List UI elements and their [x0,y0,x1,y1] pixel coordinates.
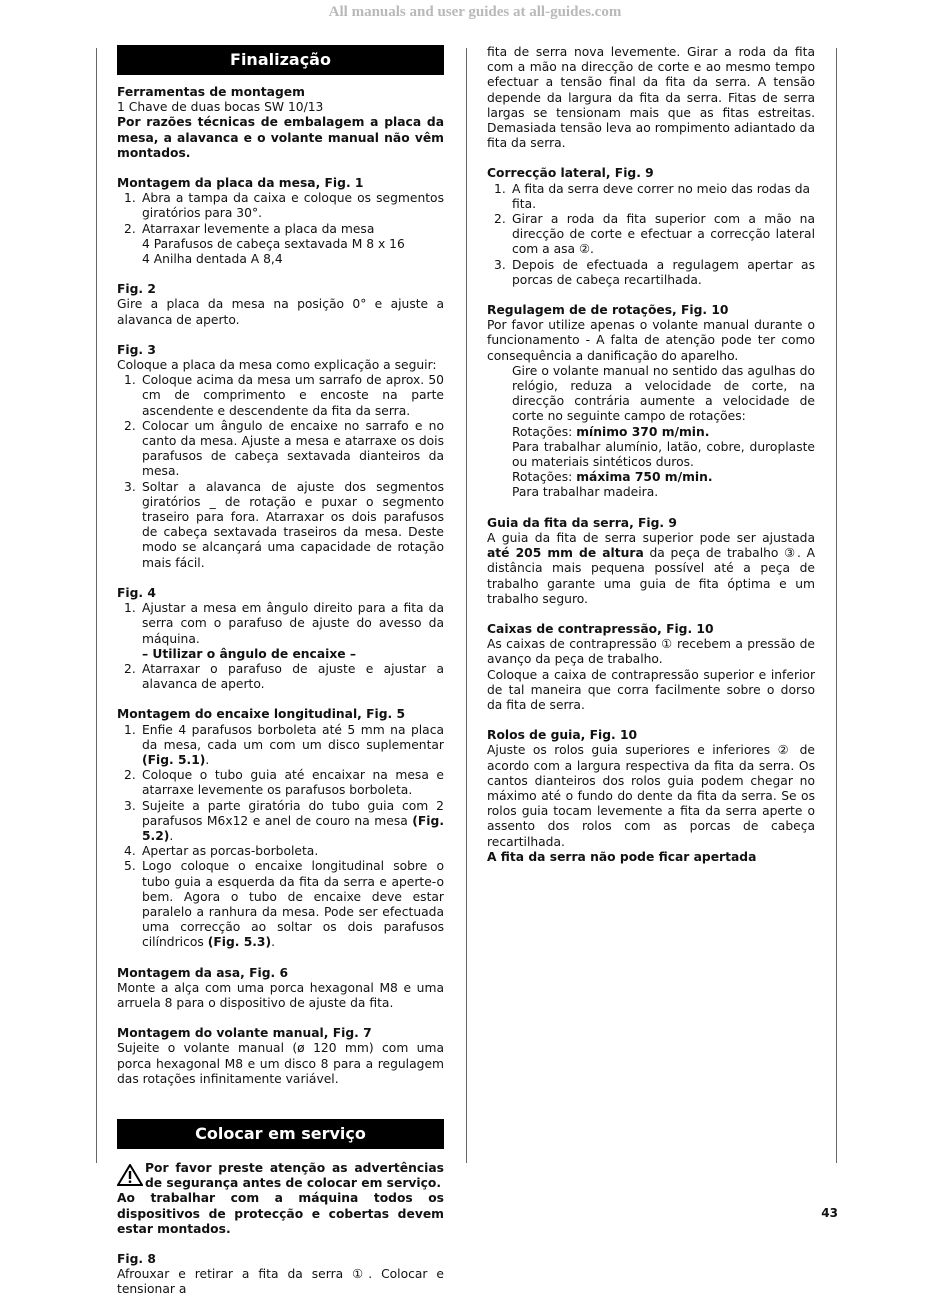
column-rule-left [96,48,97,1163]
right-column [487,45,815,865]
speed-instructions: Gire o volante manual no sentido das agulhas do relógio, reduza a velocidade de corte, na direcção contrária aumente a velocidade de corte no seguinte campo de rotações: Rotações: mínimo 370 m/min. Para trabalhar alumínio, latão, cobre, duroplaste ou materiais sintéticos duros. Rotações: máxima 750 m/min. Para trabalhar madeira. [512,363,815,500]
fig8-continuation: fita de serra nova levemente. Girar a roda da fita com a mão na direcção de corte e ao mesmo tempo efectuar a tensão final da fita da serra. A tensão depende da largura da fita da serra. Fitas de serra largas se tensionam mais que as fitas estreitas. Demasiada tensão leva ao rompimento adiantado da fita da serra. [487,45,815,151]
list-item: 4. Apertar as porcas-borboleta. [124,844,319,859]
list-item: 3. Depois de efectuada a regulagem apertar as porcas de cabeça recartilhada. [494,257,815,287]
fig4-heading: Fig. 4 [117,585,156,600]
list-item: 3. Sujeite a parte giratória do tubo guia com 2 parafusos M6x12 e anel de couro na mesa (Fig. 5.2). [124,798,444,843]
list-item: 2. Atarraxar levemente a placa da mesa 4 Parafusos de cabeça sextavada M 8 x 16 4 Anilha dentada A 8,4 [124,221,405,267]
list-item: 1. Abra a tampa da caixa e coloque os segmentos giratórios para 30°. [124,191,444,221]
counterpressure-heading: Caixas de contrapressão, Fig. 10 [487,621,714,636]
tools-note: Por razões técnicas de embalagem a placa da mesa, a alavanca e o volante manual não vêm montados. [117,115,444,160]
list-item: 1. Enfie 4 parafusos borboleta até 5 mm na placa da mesa, cada um com um disco suplementar (Fig. 5.1). [124,722,444,767]
speed-min: Rotações: mínimo 370 m/min. [512,424,710,439]
left-column [117,45,444,1298]
list-item: 3. Soltar a alavanca de ajuste dos segmentos giratórios _ de rotação e puxar o segmento traseiro para fora. Atarraxar os dois parafusos de cabeça sextavada traseiros da mesa. Deste modo se alcançará uma capacidade de rotação mais fácil. [124,479,444,570]
list-item: 1. A fita da serra deve correr no meio das rodas da fita. [494,181,811,211]
fig9-heading: Correcção lateral, Fig. 9 [487,166,654,181]
list-item: 1. Ajustar a mesa em ângulo direito para a fita da serra com o parafuso de ajuste do avesso da máquina. – Utilizar o ângulo de encaixe – [124,601,444,661]
rollers-warning: A fita da serra não pode ficar apertada [487,849,757,864]
rollers-heading: Rolos de guia, Fig. 10 [487,728,638,743]
guide-heading: Guia da fita da serra, Fig. 9 [487,515,677,530]
safety-warning-2: Ao trabalhar com a máquina todos os dispositivos de protecção e cobertas devem estar montados. [117,1191,444,1236]
fig2-heading: Fig. 2 [117,282,156,297]
fig2-text: Gire a placa da mesa na posição 0° e ajuste a alavanca de aperto. [117,297,444,327]
fig5-list [117,723,444,951]
safety-warning: Por favor preste atenção as advertências de segurança antes de colocar em serviço. [117,1161,444,1191]
counterpressure-text-2: Coloque a caixa de contrapressão superior e inferior de tal maneira que corra facilmente sobre o dorso da fita de serra. [487,667,815,712]
fig3-intro: Coloque a placa da mesa como explicação a seguir: [117,358,437,373]
fig1-heading: Montagem da placa da mesa, Fig. 1 [117,176,364,191]
fig10-speed-heading: Regulagem de de rotações, Fig. 10 [487,303,729,318]
list-item: 2. Atarraxar o parafuso de ajuste e ajustar a alavanca de aperto. [124,661,444,692]
fig8-heading: Fig. 8 [117,1252,156,1266]
fig3-heading: Fig. 3 [117,342,156,357]
speed-max: Rotações: máxima 750 m/min. [512,470,713,485]
page-number: 43 [821,1206,838,1220]
column-rule-right [836,48,837,1163]
guide-text: A guia da fita de serra superior pode ser ajustada até 205 mm de altura da peça de trabalho ③. A distância mais pequena possível até a peça de trabalho garante uma guia de fita óptima e um trabalho seguro. [487,530,815,606]
fig10-speed-text: Por favor utilize apenas o volante manual durante o funcionamento - A falta de atenção pode ter como consequência a danificação do aparelho. [487,318,815,363]
rollers-text: Ajuste os rolos guia superiores e inferiores ② de acordo com a largura respectiva da fita da serra. Os cantos dianteiros dos rolos guia podem chegar no máximo até o fundo do dente da fita da serra. Se os rolos guia tocam levemente a fita da serra aperte o assento dos rolos com as porcas de cabeça recartilhada. [487,743,815,849]
list-item: 2. Girar a roda da fita superior com a mão na direcção de corte e efectuar a correcção lateral com a asa ②. [494,212,815,257]
fig8-text: Afrouxar e retirar a fita da serra ①. Colocar e tensionar a [117,1267,444,1297]
column-rule-middle [466,48,467,1163]
counterpressure-text-1: As caixas de contrapressão ① recebem a pressão de avanço da peça de trabalho. [487,637,815,667]
fig6-text: Monte a alça com uma porca hexagonal M8 e uma arruela 8 para o dispositivo de ajuste da fita. [117,980,444,1010]
fig7-heading: Montagem do volante manual, Fig. 7 [117,1026,372,1041]
list-item: 1. Coloque acima da mesa um sarrafo de aprox. 50 cm de comprimento e encoste na parte ascendente e descendente da fita da serra. [124,373,444,418]
fig9-list [487,182,815,288]
tools-line: 1 Chave de duas bocas SW 10/13 [117,100,324,115]
list-item: 2. Colocar um ângulo de encaixe no sarrafo e no canto da mesa. Ajuste a mesa e atarraxe os dois parafusos de cabeça sextavada dianteiros da mesa. [124,418,444,479]
warning-triangle-icon [117,1164,143,1186]
fig1-list [117,191,444,267]
list-item: 5. Logo coloque o encaixe longitudinal sobre o tubo guia a esquerda da fita da serra e aperte-o bem. Agora o tubo de encaixe deve estar paralelo a ranhura da mesa. Pode ser efectuada uma correcção ao soltar os dois parafusos cilíndricos (Fig. 5.3). [124,859,444,950]
watermark: All manuals and user guides at all-guides.com [328,4,622,20]
fig7-text: Sujeite o volante manual (ø 120 mm) com uma porca hexagonal M8 e um disco 8 para a regulagem das rotações infinitamente variável. [117,1041,444,1086]
tools-heading: Ferramentas de montagem [117,85,305,99]
section-title-finalizacao: Finalização [117,45,444,75]
fig5-heading: Montagem do encaixe longitudinal, Fig. 5 [117,707,406,722]
fig4-list [117,601,444,692]
section-title-colocar-em-servico: Colocar em serviço [117,1119,444,1149]
fig6-heading: Montagem da asa, Fig. 6 [117,965,289,980]
list-item: 2. Coloque o tubo guia até encaixar na mesa e atarraxe levemente os parafusos borboleta. [124,768,444,798]
fig3-list [117,373,444,571]
